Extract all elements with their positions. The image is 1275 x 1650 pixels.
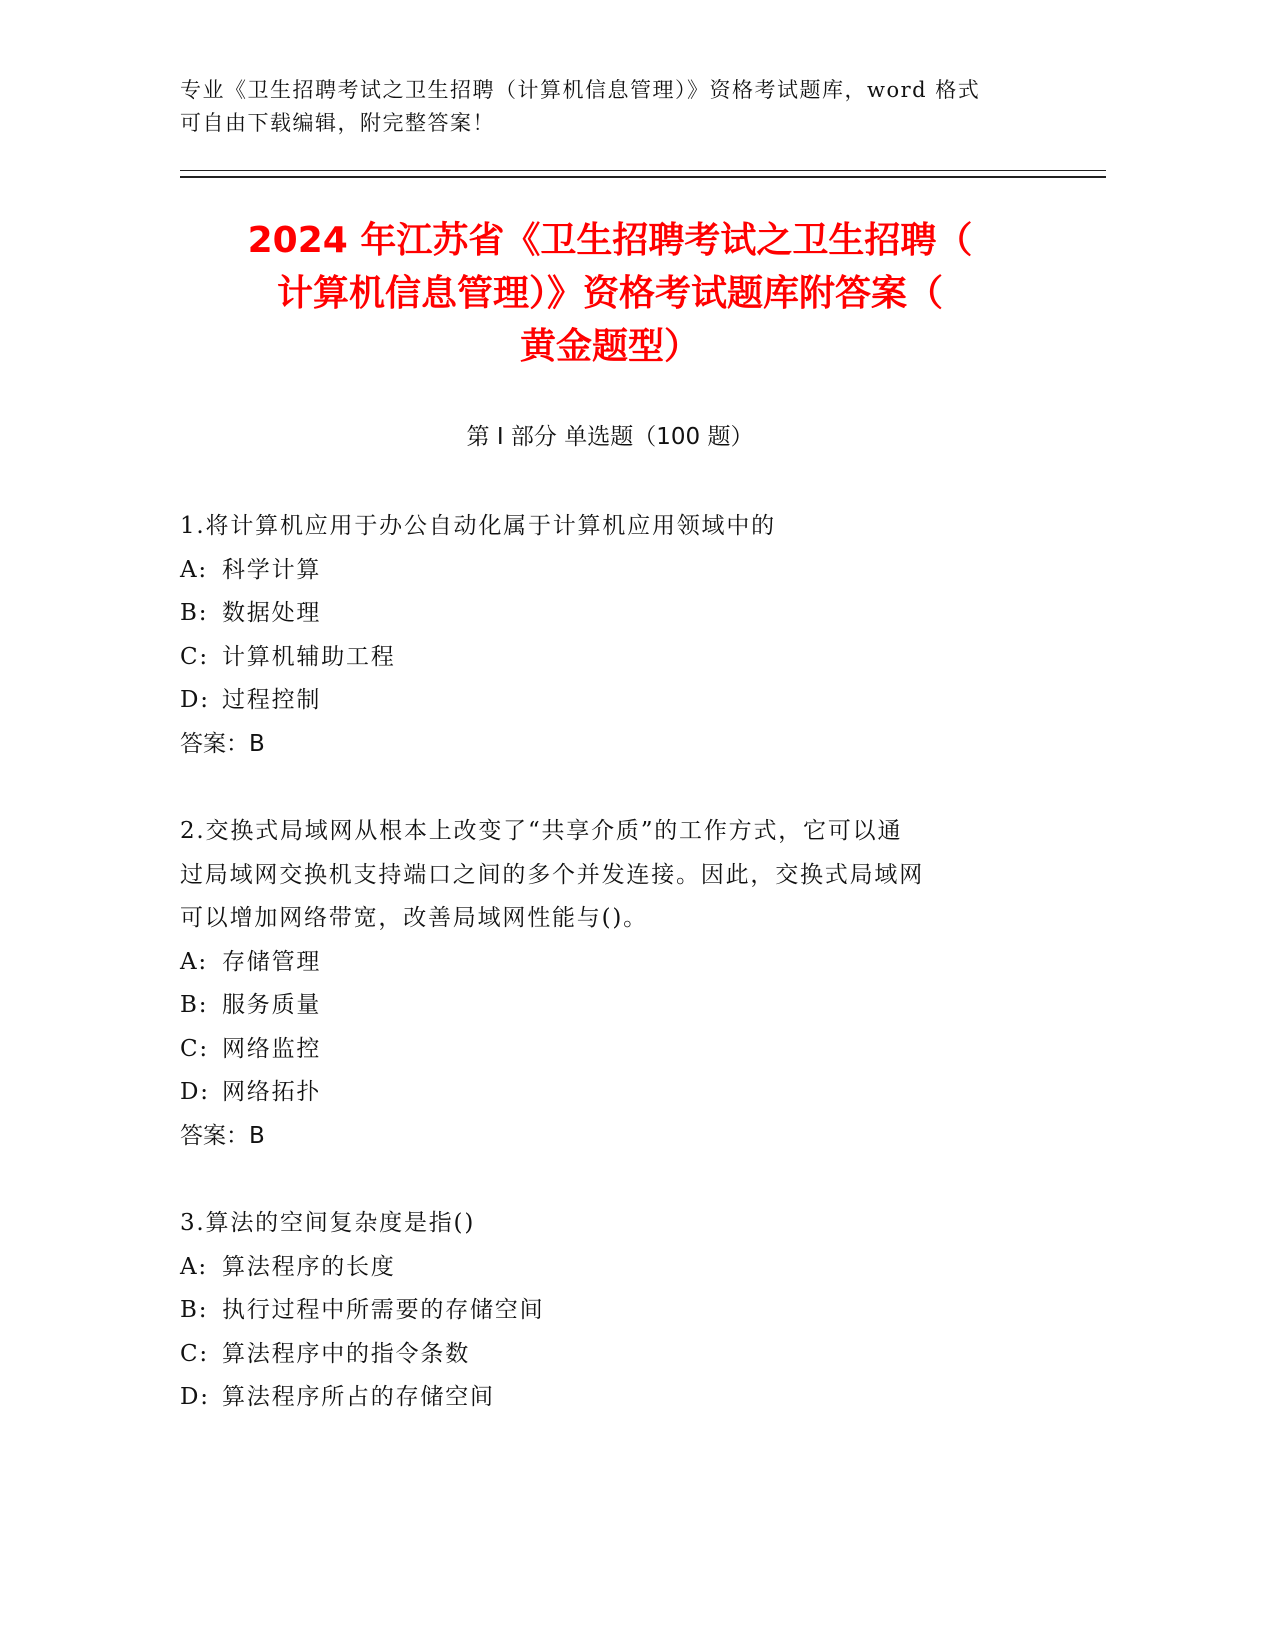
option-key: C:	[180, 643, 209, 670]
question-stem: 3.算法的空间复杂度是指()	[180, 1210, 476, 1236]
question-option	[180, 1071, 1020, 1115]
option-text: 算法程序中的指令条数	[222, 1340, 470, 1367]
option-key: B:	[180, 1297, 209, 1323]
answer-label: 答案：B	[180, 730, 265, 757]
question-option	[180, 1289, 1020, 1333]
title-line: 2024 年江苏省《卫生招聘考试之卫生招聘（	[247, 220, 973, 261]
question-option	[180, 636, 1020, 680]
header-note-line: 专业《卫生招聘考试之卫生招聘（计算机信息管理）》资格考试题库，word 格式	[180, 78, 981, 102]
option-text: 服务质量	[222, 992, 322, 1018]
option-text: 过程控制	[222, 687, 322, 713]
question-list	[180, 505, 1020, 1464]
option-key: D:	[180, 687, 210, 713]
option-key: D:	[180, 1079, 210, 1105]
option-key: B:	[180, 600, 209, 626]
option-key: C:	[180, 1035, 209, 1062]
question-option	[180, 984, 1020, 1028]
section-title: 第 I 部分 单选题（100 题）	[466, 424, 754, 450]
question-option	[180, 1246, 1020, 1290]
option-text: 存储管理	[222, 948, 322, 975]
option-key: A:	[180, 948, 208, 975]
header-note-line: 可自由下载编辑，附完整答案！	[180, 111, 495, 135]
question-stem: 过局域网交换机支持端口之间的多个并发连接。因此，交换式局域网	[180, 861, 924, 888]
question-stem: 可以增加网络带宽，改善局域网性能与()。	[180, 905, 648, 931]
question-option	[180, 1333, 1020, 1377]
question-option	[180, 1028, 1020, 1072]
header-divider-thick	[180, 176, 1106, 178]
question-stem: 2.交换式局域网从根本上改变了“共享介质”的工作方式，它可以通	[180, 818, 903, 844]
question-item	[180, 1202, 1020, 1420]
option-text: 网络拓扑	[222, 1079, 322, 1105]
option-text: 网络监控	[222, 1035, 322, 1062]
document-title	[170, 214, 1050, 373]
option-text: 执行过程中所需要的存储空间	[222, 1297, 545, 1323]
title-line: 黄金题型）	[519, 326, 700, 367]
question-item	[180, 505, 1020, 766]
question-option	[180, 679, 1020, 723]
question-option	[180, 549, 1020, 593]
title-line: 计算机信息管理）》资格考试题库附答案（	[276, 273, 943, 314]
question-stem: 1.将计算机应用于办公自动化属于计算机应用领域中的	[180, 513, 776, 539]
question-item	[180, 810, 1020, 1158]
option-text: 算法程序所占的存储空间	[222, 1384, 495, 1410]
header-note	[180, 74, 1060, 140]
option-key: A:	[180, 1253, 208, 1280]
header-divider	[180, 170, 1106, 171]
option-text: 计算机辅助工程	[222, 643, 396, 670]
option-text: 科学计算	[222, 556, 322, 583]
option-key: B:	[180, 992, 209, 1018]
question-option	[180, 941, 1020, 985]
answer-label: 答案：B	[180, 1122, 265, 1149]
option-key: C:	[180, 1340, 209, 1367]
option-key: D:	[180, 1384, 210, 1410]
question-option	[180, 592, 1020, 636]
option-text: 算法程序的长度	[222, 1253, 396, 1280]
question-option	[180, 1376, 1020, 1420]
option-text: 数据处理	[222, 600, 322, 626]
option-key: A:	[180, 556, 208, 583]
